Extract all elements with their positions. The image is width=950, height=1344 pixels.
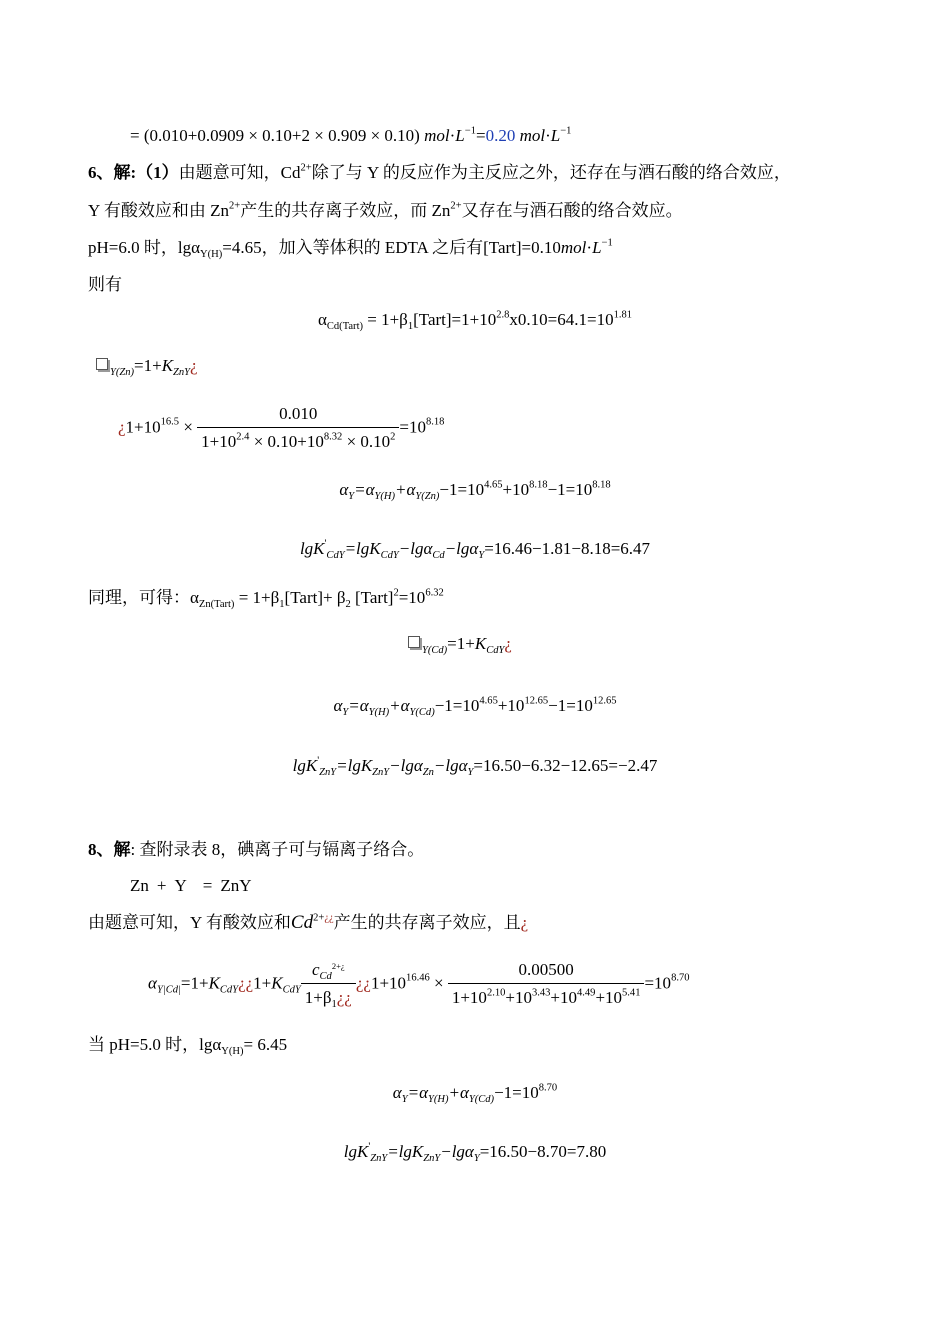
s6-same-e: =10 xyxy=(398,588,426,607)
s6-ph-line xyxy=(88,238,613,258)
s8-t-b: 产生的共存离子效应，且 xyxy=(333,913,521,932)
s8-e1-k2: K xyxy=(271,973,283,993)
s8-eq1 xyxy=(148,960,690,1009)
s6-p2sup: 2+ xyxy=(229,200,241,212)
unit-exp-2: −1 xyxy=(560,125,572,137)
s8-e2-b: =α xyxy=(407,1083,428,1102)
eq-sign: = xyxy=(475,126,486,145)
s6-e5-p: ' xyxy=(324,538,327,550)
s6-ph-sub: Y(H) xyxy=(200,249,223,260)
s6-p1a: 由题意可知，Cd xyxy=(178,163,301,182)
s6-same-line xyxy=(88,588,444,608)
s8-e1-q1: ¿¿ xyxy=(238,973,254,993)
s6-e4-s3: Y(Zn) xyxy=(415,491,440,502)
s6-e1-sub: Cd(Tart) xyxy=(326,321,363,332)
s8-e2-p: 8.70 xyxy=(538,1082,558,1094)
s6-e3-den-b: × 0.10+10 xyxy=(249,432,324,452)
s6-same-sup: 2 xyxy=(393,587,399,599)
s6-e3-rsup: 8.18 xyxy=(426,416,445,428)
s8-e1-d: 1+10 xyxy=(370,973,407,993)
s6-e4-d: −1=10 xyxy=(439,480,485,499)
unit-dot-2: · xyxy=(545,126,551,145)
s8-e1-num2: 0.00500 xyxy=(448,960,645,984)
s6-e4-p1: 4.65 xyxy=(484,479,503,491)
s8-e1-q2: ¿¿ xyxy=(355,973,371,993)
s6-e8-d: −lgα xyxy=(433,756,468,775)
s8-rx-y: Y xyxy=(174,876,187,895)
s6-e4-c: +α xyxy=(395,480,416,499)
s6-e7-e: +10 xyxy=(497,696,525,715)
s8-e1-den2-p4: 5.41 xyxy=(622,987,641,999)
s6-same-sub3: 2 xyxy=(345,599,351,610)
s6-e8-s4: Y xyxy=(467,767,474,778)
s8-e2-a: α xyxy=(392,1083,402,1102)
s8-rx-zn: Zn xyxy=(130,876,149,895)
s6-e7-s2: Y(H) xyxy=(368,707,390,718)
s8-t-q: ¿¿ xyxy=(324,912,334,924)
s8-eq3 xyxy=(0,1142,950,1162)
s8-e1-den-a: 1+β xyxy=(304,988,332,1008)
s6-e2-b: =1+ xyxy=(134,356,162,375)
s8-e1-den2-p3: 4.49 xyxy=(577,987,596,999)
s6-e6-ksub: CdY xyxy=(486,645,505,656)
s6-e3-num: 0.010 xyxy=(197,404,399,428)
s8-text xyxy=(88,912,528,935)
s6-then: 则有 xyxy=(88,275,122,294)
s6-e3-r: =10 xyxy=(399,417,427,437)
s8-eq2 xyxy=(0,1083,950,1103)
unit-l: L xyxy=(455,126,465,145)
s6-e1-b: = 1+β xyxy=(363,310,408,329)
s6-e8-s3: Zn xyxy=(422,767,434,778)
s8-t-sup: 2+ xyxy=(313,912,325,924)
s6-e8-e: =16.50−6.32−12.65=−2.47 xyxy=(473,756,658,775)
s8-rx-plus: + xyxy=(156,876,167,895)
s6-e3-den-sup1: 2.4 xyxy=(236,431,250,443)
s8-rx-eq: = xyxy=(202,876,213,895)
s6-e4-s2: Y(H) xyxy=(374,491,395,502)
s6-e7-s3: Y(Cd) xyxy=(409,707,435,718)
s8-e2-s2: Y(H) xyxy=(428,1094,449,1105)
s6-e2-k: K xyxy=(161,356,174,375)
s6-e7-f: −1=10 xyxy=(548,696,593,715)
s6-p1b: 除了与 Y 的反应作为主反应之外，还存在与酒石酸的络合效应， xyxy=(311,163,791,182)
s6-ph-b: =4.65，加入等体积的 EDTA 之后有[Tart]=0.10 xyxy=(222,238,561,257)
s6-e5-s2: CdY xyxy=(380,550,399,561)
s6-same-a: 同理，可得：α xyxy=(88,588,199,607)
s6-e7-p3: 12.65 xyxy=(592,695,617,707)
s6-same-sub: Zn(Tart) xyxy=(198,599,235,610)
s6-e3-den-sup2: 8.32 xyxy=(323,431,343,443)
s8-e1-den2 xyxy=(448,984,645,1008)
s6-e3-q: ¿ xyxy=(118,417,126,437)
s6-e4-f: −1=10 xyxy=(547,480,593,499)
s8-e1-ks2: CdY xyxy=(282,984,301,996)
s6-e4-s1: Y xyxy=(348,491,355,502)
s6-e8-s2: ZnY xyxy=(372,767,390,778)
unit-mol: mol xyxy=(424,126,450,145)
s6-e3-fraction xyxy=(197,404,399,453)
s8-e1-sup: 16.46 xyxy=(406,972,430,984)
s6-e4-e: +10 xyxy=(502,480,530,499)
s6-eq3 xyxy=(118,404,444,453)
s8-e3-p: ' xyxy=(368,1141,371,1153)
s8-e1-r: =10 xyxy=(644,973,672,993)
equation-top xyxy=(130,126,571,146)
s6-e7-s1: Y xyxy=(342,707,349,718)
s8-e1-rsup: 8.70 xyxy=(671,972,690,984)
s6-e1-d: x0.10=64.1=10 xyxy=(509,310,614,329)
s8-e2-d: −1=10 xyxy=(494,1083,539,1102)
s6-same-b: = 1+β xyxy=(234,588,280,607)
s6-e4-b: =α xyxy=(354,480,375,499)
s6-e2-q: ¿ xyxy=(190,356,198,375)
s8-e1-num-s: Cd xyxy=(319,971,332,982)
s8-t-q2: ¿ xyxy=(520,913,529,932)
s6-e8-c: −lgα xyxy=(389,756,423,775)
s6-eq8 xyxy=(0,756,950,776)
s8-e1-fraction2 xyxy=(448,960,645,1009)
s8-e3-s2: ZnY xyxy=(423,1153,441,1164)
s8-e3-b: =lgK xyxy=(387,1142,424,1161)
s6-e7-b: =α xyxy=(348,696,369,715)
s8-ph-a: 当 pH=5.0 时，lgα xyxy=(88,1035,222,1054)
s8-number: 8、解 xyxy=(88,840,131,859)
s6-paragraph-line1 xyxy=(88,163,791,183)
s6-e5-b: =lgK xyxy=(344,539,381,558)
s6-e3-den xyxy=(197,428,399,452)
s6-p2sup2: 2+ xyxy=(450,200,462,212)
s6-ph-unit-mol: mol xyxy=(560,238,587,257)
s6-e8-a: lgK xyxy=(292,756,318,775)
s6-e6-q: ¿ xyxy=(504,634,512,653)
missing-glyph-icon xyxy=(96,358,108,370)
s8-t-a: 由题意可知，Y 有酸效应和 xyxy=(88,913,291,932)
s8-intro-text: : 查附录表 8，碘离子可与镉离子络合。 xyxy=(130,840,425,859)
s6-e3-den-sup3: 2 xyxy=(390,431,396,443)
s8-ph-b: = 6.45 xyxy=(243,1035,288,1054)
s8-ph-line xyxy=(88,1035,287,1055)
unit-exp: −1 xyxy=(464,125,476,137)
s6-eq5 xyxy=(0,539,950,559)
s8-e1-den2-d: +10 xyxy=(595,988,623,1008)
s6-e2-ksub: ZnY xyxy=(173,367,191,378)
s6-same-sub2: 1 xyxy=(279,599,285,610)
s6-p2c: 又存在与酒石酸的络合效应。 xyxy=(461,201,683,220)
s6-e3-x: × xyxy=(179,417,198,437)
s6-p2b: 产生的共存离子效应，而 Zn xyxy=(240,201,451,220)
s6-e7-p2: 12.65 xyxy=(524,695,549,707)
s6-part: （1） xyxy=(136,163,179,182)
s6-e1-sub2: 1 xyxy=(407,321,414,332)
s8-e1-den-s: 1 xyxy=(331,999,337,1011)
s8-e1-x: × xyxy=(429,973,448,993)
s8-e1-den-q: ¿¿ xyxy=(336,988,352,1008)
s8-e3-s3: Y xyxy=(473,1153,480,1164)
s6-e5-s4: Y xyxy=(478,550,485,561)
unit-l-2: L xyxy=(550,126,561,145)
s8-e1-den2-b: +10 xyxy=(505,988,532,1008)
missing-glyph-icon-2 xyxy=(408,636,420,648)
s8-e2-s1: Y xyxy=(401,1094,408,1105)
s6-e5-d: −lgα xyxy=(444,539,479,558)
eq-top-prefix: = (0.010+0.0909 × 0.10+2 × 0.909 × 0.10) xyxy=(130,126,420,145)
s6-paragraph-line2 xyxy=(88,201,683,221)
s6-ph-unit-l: L xyxy=(592,238,602,257)
s8-e1-b: =1+ xyxy=(180,973,209,993)
s8-e3-s: ZnY xyxy=(370,1153,388,1164)
s6-eq7 xyxy=(0,696,950,716)
s6-e5-c: −lgα xyxy=(398,539,433,558)
s8-e1-den2-p2: 3.43 xyxy=(531,987,551,999)
s6-same-d: [Tart] xyxy=(350,588,394,607)
s6-e5-s: CdY xyxy=(326,550,345,561)
s8-reaction xyxy=(130,876,252,896)
s8-e1-s: Y|Cd| xyxy=(156,984,181,996)
s6-e8-s: ZnY xyxy=(319,767,337,778)
s6-e4-p3: 8.18 xyxy=(592,479,611,491)
s8-e1-den2-c: +10 xyxy=(550,988,577,1008)
s6-e4-a: α xyxy=(339,480,349,499)
s6-same-c: [Tart]+ β xyxy=(284,588,346,607)
s8-e1-den2-p1: 2.10 xyxy=(486,987,506,999)
unit-mol-2: mol xyxy=(519,126,546,145)
s6-e5-s3: Cd xyxy=(432,550,445,561)
s8-e3-c: −lgα xyxy=(440,1142,474,1161)
s6-same-sup2: 6.32 xyxy=(425,587,444,599)
s6-e7-a: α xyxy=(333,696,343,715)
s6-eq6 xyxy=(408,634,512,654)
s8-t-cd: Cd xyxy=(290,912,314,933)
s6-e5-a: lgK xyxy=(299,539,325,558)
s8-e2-c: +α xyxy=(448,1083,469,1102)
result-value: 0.20 xyxy=(485,126,516,145)
s6-e1-a: α xyxy=(317,310,327,329)
s6-e3-a: 1+10 xyxy=(125,417,161,437)
s6-eq1 xyxy=(0,310,950,330)
s8-rx-zny: ZnY xyxy=(220,876,252,895)
s8-e1-den2-a: 1+10 xyxy=(451,988,487,1008)
s8-e1-fraction1 xyxy=(301,960,356,1009)
s6-eq2 xyxy=(96,356,198,376)
s8-e1-num-sup: 2+¿ xyxy=(331,960,345,971)
s6-e3-sup: 16.5 xyxy=(160,416,180,428)
s8-e3-a: lgK xyxy=(343,1142,369,1161)
s8-ph-sub: Y(H) xyxy=(221,1046,244,1057)
s6-e1-sup2: 1.81 xyxy=(613,309,633,321)
s8-e3-d: =16.50−8.70=7.80 xyxy=(479,1142,607,1161)
s6-e6-sub: Y(Cd) xyxy=(422,645,448,656)
s8-e1-c: 1+ xyxy=(253,973,272,993)
s8-e1-den xyxy=(301,984,356,1011)
s6-e1-sup: 2.8 xyxy=(496,309,510,321)
s6-eq4 xyxy=(0,480,950,500)
s6-p1sup: 2+ xyxy=(300,162,312,174)
s8-e1-a: α xyxy=(148,973,157,993)
s6-e7-c: +α xyxy=(389,696,410,715)
s6-e7-d: −1=10 xyxy=(434,696,480,715)
s8-e1-num xyxy=(301,960,356,984)
s8-e1-ks: CdY xyxy=(219,984,239,996)
s6-e1-c: [Tart]=1+10 xyxy=(413,310,497,329)
s6-ph-a: pH=6.0 时，lgα xyxy=(88,238,200,257)
s6-e7-p1: 4.65 xyxy=(479,695,498,707)
s6-e6-k: K xyxy=(474,634,487,653)
s8-e1-k: K xyxy=(208,973,220,993)
s6-p2a: Y 有酸效应和由 Zn xyxy=(88,201,230,220)
s8-e1-num-c: c xyxy=(311,960,320,979)
s6-e5-e: =16.46−1.81−8.18=6.47 xyxy=(484,539,651,558)
s6-ph-dot: · xyxy=(586,238,593,257)
s6-e2-sub: Y(Zn) xyxy=(110,367,134,378)
s6-e4-p2: 8.18 xyxy=(529,479,548,491)
s8-e2-s3: Y(Cd) xyxy=(468,1094,495,1105)
s6-ph-exp: −1 xyxy=(601,237,613,249)
s6-e8-b: =lgK xyxy=(336,756,373,775)
s6-number: 6、解: xyxy=(88,163,137,182)
s6-e6-b: =1+ xyxy=(447,634,475,653)
s6-e8-p: ' xyxy=(317,755,320,767)
s6-e3-den-a: 1+10 xyxy=(201,432,237,452)
s6-e3-den-c: × 0.10 xyxy=(342,432,391,452)
unit-dot: · xyxy=(449,126,456,145)
s8-intro xyxy=(88,840,424,860)
